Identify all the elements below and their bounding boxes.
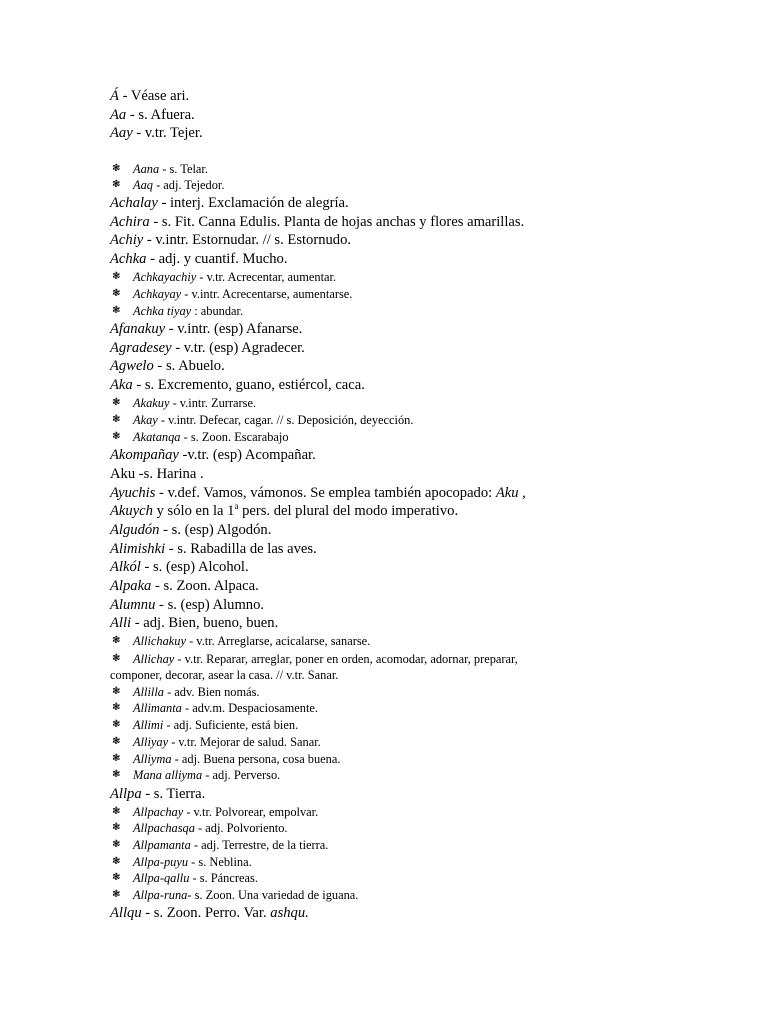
headword: Alliyma	[133, 752, 172, 766]
dictionary-entry	[110, 376, 365, 394]
definition: -v.tr. (esp) Acompañar.	[178, 447, 316, 463]
superscript: a	[234, 501, 239, 512]
headword: Alkól	[110, 559, 141, 575]
bullet-icon: ❃	[112, 179, 121, 190]
bullet-icon: ❃	[112, 822, 121, 833]
dictionary-subentry	[112, 751, 341, 767]
definition: - s. (esp) Algodón.	[159, 522, 272, 538]
dictionary-entry	[110, 577, 259, 595]
definition: - v.tr. Polvorear, empolvar.	[183, 805, 319, 819]
headword: Achalay	[110, 195, 158, 211]
headword: ashqu.	[270, 905, 309, 921]
headword: Aay	[110, 125, 133, 141]
bullet-icon: ❃	[112, 806, 121, 817]
definition: - v.tr. (esp) Agradecer.	[171, 340, 305, 356]
headword: Akompañay	[110, 447, 179, 463]
headword: Akatanqa	[133, 430, 181, 444]
headword: Aku ,	[495, 485, 526, 501]
definition: componer, decorar, asear la casa. // v.tr. Sanar.	[110, 668, 339, 682]
dictionary-subentry	[112, 395, 257, 411]
dictionary-subentry	[112, 161, 208, 177]
definition: - s. Abuelo.	[153, 358, 225, 374]
dictionary-entry	[110, 250, 288, 268]
bullet-icon: ❃	[112, 736, 121, 747]
definition: - s. Tierra.	[141, 786, 206, 802]
dictionary-entry	[110, 124, 203, 142]
definition: - adj. Polvoriento.	[194, 821, 288, 835]
headword: Agwelo	[110, 358, 154, 374]
headword: Algudón	[110, 522, 160, 538]
dictionary-subentry	[112, 633, 371, 649]
bullet-icon: ❃	[112, 635, 121, 646]
dictionary-entry	[110, 465, 204, 483]
definition: - adj. y cuantif. Mucho.	[146, 251, 288, 267]
definition: - v.def. Vamos, vámonos. Se emplea también apocopado:	[155, 485, 496, 501]
headword: Achiy	[110, 232, 144, 248]
dictionary-entry	[110, 357, 225, 375]
headword: Allqu	[110, 905, 142, 921]
dictionary-entry	[110, 484, 526, 502]
headword: Achira	[110, 214, 150, 230]
headword: Aa	[110, 107, 127, 123]
definition: - adj. Suficiente, está bien.	[163, 718, 299, 732]
definition: - s. Excremento, guano, estiércol, caca.	[132, 377, 365, 393]
headword: Alli	[110, 615, 132, 631]
dictionary-subentry	[112, 651, 518, 667]
dictionary-entry	[110, 904, 309, 922]
dictionary-entry	[110, 596, 264, 614]
dictionary-entry	[110, 558, 249, 576]
definition: - s. Páncreas.	[189, 871, 258, 885]
definition: - s. Zoon. Escarabajo	[180, 430, 289, 444]
headword: Allpa-qallu	[133, 871, 190, 885]
dictionary-subentry	[112, 734, 321, 750]
definition: - adj. Buena persona, cosa buena.	[171, 752, 341, 766]
headword: Akuych	[110, 503, 153, 519]
headword: Allimi	[133, 718, 164, 732]
bullet-icon: ❃	[112, 305, 121, 316]
dictionary-subentry	[112, 837, 329, 853]
dictionary-subentry	[112, 717, 299, 733]
dictionary-entry	[110, 87, 189, 105]
dictionary-entry	[110, 106, 195, 124]
dictionary-subentry	[112, 177, 225, 193]
definition: Aku -s. Harina .	[110, 466, 204, 482]
definition: - s. Zoon. Perro. Var.	[141, 905, 271, 921]
definition: - s. (esp) Alcohol.	[140, 559, 249, 575]
definition: - v.tr. Tejer.	[132, 125, 203, 141]
definition: - s. Rabadilla de las aves.	[165, 541, 317, 557]
bullet-icon: ❃	[112, 288, 121, 299]
dictionary-entry	[110, 502, 458, 520]
bullet-icon: ❃	[112, 702, 121, 713]
definition: - adv. Bien nomás.	[163, 685, 260, 699]
bullet-icon: ❃	[112, 431, 121, 442]
dictionary-subentry	[112, 303, 244, 319]
definition: - interj. Exclamación de alegría.	[157, 195, 349, 211]
headword: Achka tiyay	[133, 304, 192, 318]
definition: - v.tr. Acrecentar, aumentar.	[196, 270, 337, 284]
definition: - adj. Perverso.	[202, 768, 281, 782]
dictionary-subentry	[112, 870, 258, 886]
definition: - v.intr. Acrecentarse, aumentarse.	[181, 287, 353, 301]
headword: Allpa	[110, 786, 142, 802]
definition: - s. (esp) Alumno.	[155, 597, 265, 613]
bullet-icon: ❃	[112, 753, 121, 764]
dictionary-subentry	[112, 854, 252, 870]
definition: - adv.m. Despaciosamente.	[181, 701, 319, 715]
headword: Ayuchis	[110, 485, 156, 501]
definition: - Véase ari.	[118, 88, 190, 104]
bullet-icon: ❃	[112, 271, 121, 282]
dictionary-subentry	[112, 269, 337, 285]
definition: - v.tr. Reparar, arreglar, poner en orden, acomodar, adornar, preparar,	[174, 652, 518, 666]
definition: - s. Afuera.	[126, 107, 195, 123]
definition: - v.tr. Mejorar de salud. Sanar.	[168, 735, 321, 749]
definition: - s. Zoon. Una variedad de iguana.	[187, 888, 359, 902]
headword: Achkayay	[133, 287, 182, 301]
dictionary-entry	[110, 446, 316, 464]
dictionary-subentry	[112, 286, 353, 302]
headword: Agradesey	[110, 340, 172, 356]
headword: Achkayachiy	[133, 270, 197, 284]
dictionary-subentry	[112, 684, 260, 700]
definition: - v.intr. Zurrarse.	[169, 396, 257, 410]
dictionary-continuation	[110, 667, 338, 683]
definition: - v.tr. Arreglarse, acicalarse, sanarse.	[185, 634, 371, 648]
headword: Allpa-runa	[133, 888, 188, 902]
bullet-icon: ❃	[112, 163, 121, 174]
dictionary-entry	[110, 540, 317, 558]
bullet-icon: ❃	[112, 769, 121, 780]
bullet-icon: ❃	[112, 414, 121, 425]
bullet-icon: ❃	[112, 856, 121, 867]
definition: - v.intr. Defecar, cagar. // s. Deposición, deyección.	[157, 413, 414, 427]
definition: - s. Fit. Canna Edulis. Planta de hojas anchas y flores amarillas.	[149, 214, 525, 230]
dictionary-entry	[110, 614, 278, 632]
headword: Allimanta	[133, 701, 182, 715]
headword: Achka	[110, 251, 147, 267]
headword: Allpamanta	[133, 838, 191, 852]
definition: - v.intr. (esp) Afanarse.	[165, 321, 303, 337]
bullet-icon: ❃	[112, 686, 121, 697]
headword: Afanakuy	[110, 321, 166, 337]
headword: Aaq	[133, 178, 153, 192]
bullet-icon: ❃	[112, 653, 121, 664]
definition: - s. Neblina.	[188, 855, 252, 869]
dictionary-subentry	[112, 700, 319, 716]
dictionary-entry	[110, 320, 302, 338]
bullet-icon: ❃	[112, 839, 121, 850]
dictionary-entry	[110, 785, 205, 803]
definition: - s. Telar.	[159, 162, 208, 176]
definition: - adj. Bien, bueno, buen.	[131, 615, 279, 631]
dictionary-subentry	[112, 804, 319, 820]
headword: Alpaka	[110, 578, 152, 594]
definition: - v.intr. Estornudar. // s. Estornudo.	[143, 232, 352, 248]
definition: - s. Zoon. Alpaca.	[151, 578, 259, 594]
headword: Aana	[133, 162, 160, 176]
dictionary-subentry	[112, 412, 414, 428]
definition: : abundar.	[191, 304, 244, 318]
headword: Alumnu	[110, 597, 156, 613]
definition: y sólo en la 1	[152, 503, 235, 519]
headword: Allilla	[133, 685, 164, 699]
dictionary-subentry	[112, 820, 288, 836]
dictionary-entry	[110, 521, 271, 539]
headword: Allichay	[133, 652, 175, 666]
dictionary-entry	[110, 194, 349, 212]
dictionary-entry	[110, 213, 524, 231]
headword: Alimishki	[110, 541, 166, 557]
headword: Alliyay	[133, 735, 169, 749]
headword: Aka	[110, 377, 133, 393]
headword: Akakuy	[133, 396, 170, 410]
headword: Allichakuy	[133, 634, 186, 648]
headword: Akay	[133, 413, 158, 427]
headword: Allpachasqa	[133, 821, 195, 835]
headword: Á	[110, 88, 119, 104]
definition: - adj. Terrestre, de la tierra.	[190, 838, 329, 852]
headword: Mana alliyma	[133, 768, 203, 782]
bullet-icon: ❃	[112, 872, 121, 883]
dictionary-subentry	[112, 767, 281, 783]
headword: Allpachay	[133, 805, 184, 819]
dictionary-entry	[110, 339, 305, 357]
dictionary-subentry	[112, 887, 359, 903]
bullet-icon: ❃	[112, 397, 121, 408]
bullet-icon: ❃	[112, 889, 121, 900]
dictionary-entry	[110, 231, 351, 249]
headword: Allpa-puyu	[133, 855, 189, 869]
dictionary-subentry	[112, 429, 289, 445]
definition: pers. del plural del modo imperativo.	[238, 503, 459, 519]
bullet-icon: ❃	[112, 719, 121, 730]
definition: - adj. Tejedor.	[152, 178, 225, 192]
